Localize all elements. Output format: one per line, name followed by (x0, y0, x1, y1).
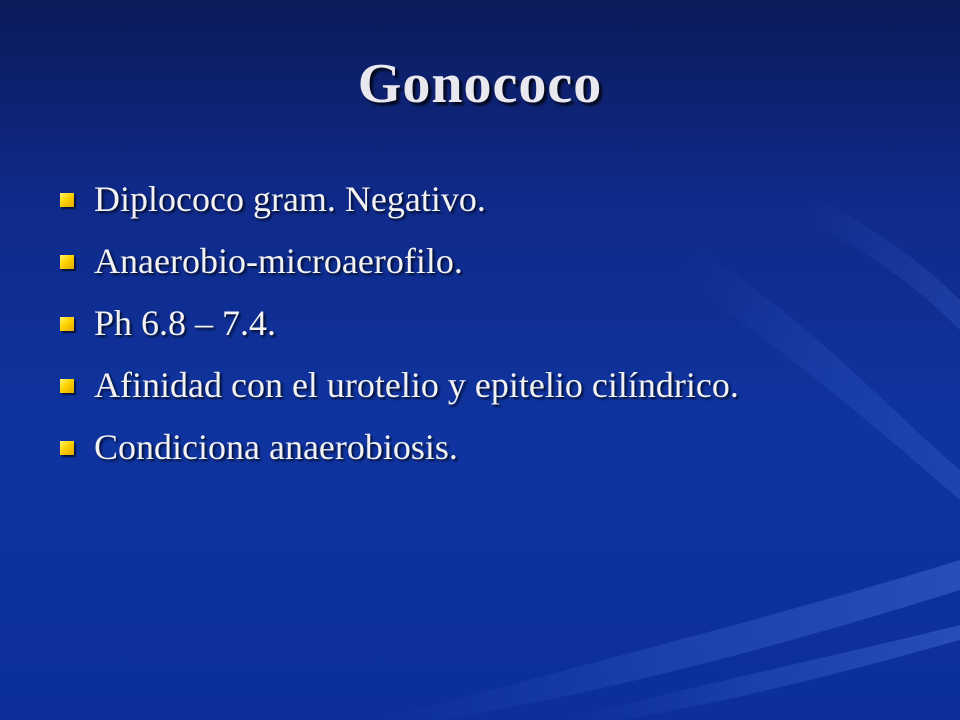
bullet-item (60, 423, 739, 485)
slide-title: Gonococo (357, 53, 603, 115)
bullet-item (60, 299, 739, 361)
bullet-square-icon (60, 193, 74, 207)
bullet-square-icon (60, 255, 74, 269)
bullet-item (60, 237, 739, 299)
bullet-text: Diplococo gram. Negativo. (94, 179, 486, 219)
bullet-text: Condiciona anaerobiosis. (94, 427, 458, 467)
bullet-square-icon (60, 379, 74, 393)
bullet-list (60, 175, 739, 485)
bullet-square-icon (60, 441, 74, 455)
bullet-text: Anaerobio-microaerofilo. (94, 241, 463, 281)
bullet-text: Ph 6.8 – 7.4. (94, 303, 277, 343)
bullet-square-icon (60, 317, 74, 331)
bullet-item (60, 361, 739, 423)
bullet-text: Afinidad con el urotelio y epitelio cilíndrico. (94, 365, 739, 405)
bullet-item (60, 175, 739, 237)
